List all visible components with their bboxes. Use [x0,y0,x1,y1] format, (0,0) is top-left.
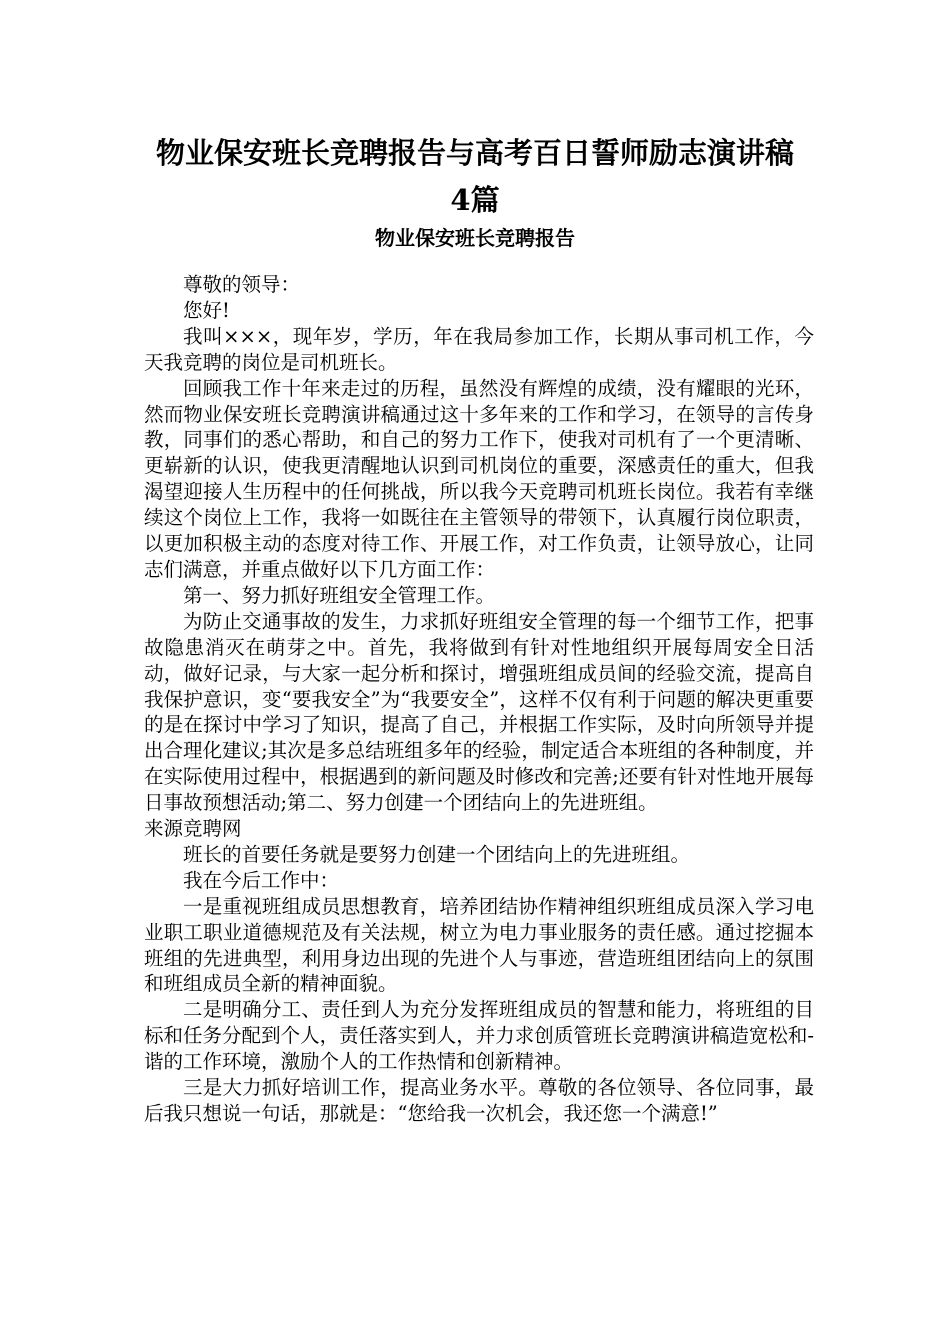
paragraph: 我叫×××，现年岁，学历，年在我局参加工作，长期从事司机工作，今天我竞聘的岗位是司机班长。 [144,324,814,374]
source-note: 来源竞聘网 [144,817,242,841]
paragraph: 我在今后工作中： [183,868,340,892]
document-subtitle: 物业保安班长竞聘报告 [375,226,575,250]
closing-paragraph: 三是大力抓好培训工作，提高业务水平。尊敬的各位领导、各位同事，最后我只想说一句话，那就是：“您给我一次机会，我还您一个满意!” [144,1076,814,1125]
paragraph: 班长的首要任务就是要努力创建一个团结向上的先进班组。 [183,842,691,866]
document-title-line-2: 4篇 [450,183,500,217]
document-body [144,272,814,1127]
paragraph: 一是重视班组成员思想教育，培养团结协作精神组织班组成员深入学习电业职工职业道德规范及有关法规，树立为电力事业服务的责任感。通过挖掘本班组的先进典型，利用身边出现的先进个人与事迹，营造班组团结向上的氛围和班组成员全新的精神面貌。 [144,894,814,996]
paragraph: 回顾我工作十年来走过的历程，虽然没有辉煌的成绩，没有耀眼的光环，然而物业保安班长竞聘演讲稿通过这十多年来的工作和学习，在领导的言传身教，同事们的悉心帮助，和自己的努力工作下，使我对司机有了一个更清晰、更崭新的认识，使我更清醒地认识到司机岗位的重要，深感责任的重大，但我渴望迎接人生历程中的任何挑战，所以我今天竞聘司机班长岗位。我若有幸继续这个岗位上工作，我将一如既往在主管领导的带领下，认真履行岗位职责，以更加积极主动的态度对待工作、开展工作，对工作负责，让领导放心，让同志们满意，并重点做好以下几方面工作： [144,376,814,581]
paragraph: 二是明确分工、责任到人为充分发挥班组成员的智慧和能力，将班组的目标和任务分配到个人，责任落实到人，并力求创质管班长竞聘演讲稿造宽松和-谐的工作环境，激励个人的工作热情和创新精神。 [144,998,814,1074]
document-title-line-1: 物业保安班长竞聘报告与高考百日誓师励志演讲稿 [155,136,794,170]
paragraph: 为防止交通事故的发生，力求抓好班组安全管理的每一个细节工作，把事故隐患消灭在萌芽之中。首先，我将做到有针对性地组织开展每周安全日活动，做好记录，与大家一起分析和探讨，增强班组成员间的经验交流，提高自我保护意识，变“要我安全”为“我要安全”，这样不仅有利于问题的解决更重要的是在探讨中学习了知识，提高了自己，并根据工作实际，及时向所领导并提出合理化建议;其次是多总结班组多年的经验，制定适合本班组的各种制度，并在实际使用过程中，根据遇到的新问题及时修改和完善;还要有针对性地开展每日事故预想活动;第二、努力创建一个团结向上的先进班组。 [144,609,814,815]
greeting: 您好! [183,298,230,322]
salutation: 尊敬的领导： [183,273,301,296]
section-heading: 第一、努力抓好班组安全管理工作。 [183,583,496,607]
